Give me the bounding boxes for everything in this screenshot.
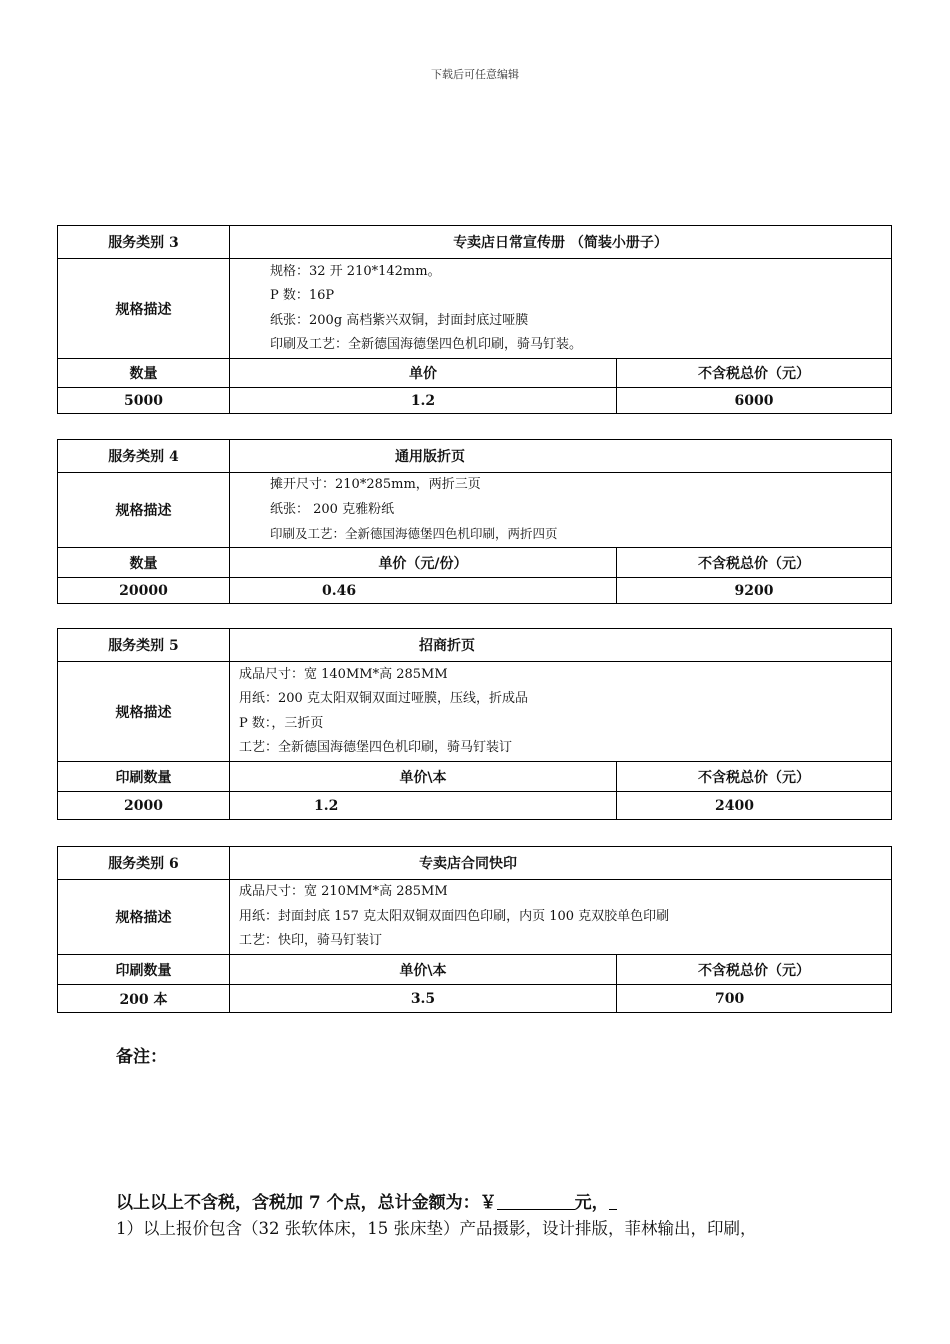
price-label: 单价（元/份）: [230, 548, 617, 578]
service-table-5: [57, 628, 892, 820]
spec-line: 成品尺寸：宽 210MM*高 285MM: [239, 884, 448, 900]
total-statement: [116, 1188, 617, 1213]
service-table-4: [57, 439, 892, 604]
spec-line: 工艺：全新德国海德堡四色机印刷，骑马钉装订: [239, 740, 513, 755]
price-label: 单价: [230, 359, 617, 388]
qty-value: 20000: [58, 578, 230, 604]
service-table-3: [57, 225, 892, 414]
total-label: 不含税总价（元）: [617, 762, 892, 792]
spec-line: 用纸：封面封底 157 克太阳双铜双面四色印刷，内页 100 克双胶单色印刷: [239, 908, 670, 924]
qty-label: 数量: [58, 548, 230, 578]
price-value: 1.2: [230, 388, 617, 414]
note-line-1: 1）以上报价包含（32 张软体床，15 张床垫）产品摄影，设计排版，菲林输出，印刷，: [116, 1219, 757, 1238]
remarks-label: 备注：: [116, 1047, 167, 1067]
qty-value: 5000: [58, 388, 230, 414]
spec-label: 规格描述: [58, 473, 230, 548]
spec-line: P 数：，三折页: [239, 715, 324, 731]
total-label: 不含税总价（元）: [617, 359, 892, 388]
spec-line: 摊开尺寸：210*285mm，两折三页: [270, 477, 481, 493]
spec-line: 规格：32 开 210*142mm。: [270, 263, 441, 279]
service-table-6: [57, 846, 892, 1013]
spec-line: P 数：16P: [270, 288, 335, 303]
service-title: 专卖店日常宣传册 （简装小册子）: [230, 226, 892, 259]
total-value: 2400: [617, 792, 892, 820]
spec-label: 规格描述: [58, 259, 230, 359]
spec-line: 印刷及工艺：全新德国海德堡四色机印刷，骑马钉装。: [270, 337, 583, 352]
amount-blank: [497, 1192, 575, 1210]
qty-label: 印刷数量: [58, 955, 230, 985]
price-value: 3.5: [230, 985, 617, 1013]
qty-label: 数量: [58, 359, 230, 388]
spec-label: 规格描述: [58, 880, 230, 955]
service-title: 通用版折页: [230, 440, 892, 473]
total-value: 700: [617, 985, 892, 1013]
spec-line: 成品尺寸：宽 140MM*高 285MM: [239, 666, 448, 682]
spec-line: 印刷及工艺：全新德国海德堡四色机印刷，两折四页: [270, 526, 558, 542]
service-title: 招商折页: [230, 629, 892, 662]
total-value: 6000: [617, 388, 892, 414]
price-value: 0.46: [230, 578, 617, 604]
spec-description: [230, 259, 892, 359]
spec-label: 规格描述: [58, 662, 230, 762]
spec-description: [230, 662, 892, 762]
service-category: 服务类别 4: [58, 440, 230, 473]
price-label: 单价\本: [230, 955, 617, 985]
total-label: 不含税总价（元）: [617, 548, 892, 578]
trailing-underline: [609, 1192, 617, 1210]
total-prefix: 以上以上不含税，含税加 7 个点，总计金额为：￥: [116, 1193, 497, 1213]
total-label: 不含税总价（元）: [617, 955, 892, 985]
service-category: 服务类别 3: [58, 226, 230, 259]
total-suffix: 元，: [574, 1193, 609, 1213]
spec-line: 纸张：200g 高档紫兴双铜，封面封底过哑膜: [270, 312, 529, 328]
qty-label: 印刷数量: [58, 762, 230, 792]
spec-description: [230, 880, 892, 955]
header-note: 下载后可任意编辑: [431, 68, 519, 81]
qty-value: 2000: [58, 792, 230, 820]
total-value: 9200: [617, 578, 892, 604]
qty-value: 200 本: [58, 985, 230, 1013]
service-category: 服务类别 6: [58, 847, 230, 880]
spec-description: [230, 473, 892, 548]
price-label: 单价\本: [230, 762, 617, 792]
service-title: 专卖店合同快印: [230, 847, 892, 880]
service-category: 服务类别 5: [58, 629, 230, 662]
price-value: 1.2: [230, 792, 617, 820]
spec-line: 用纸：200 克太阳双铜双面过哑膜，压线，折成品: [239, 691, 528, 706]
spec-line: 工艺：快印，骑马钉装订: [239, 933, 383, 949]
spec-line: 纸张： 200 克雅粉纸: [270, 501, 395, 517]
